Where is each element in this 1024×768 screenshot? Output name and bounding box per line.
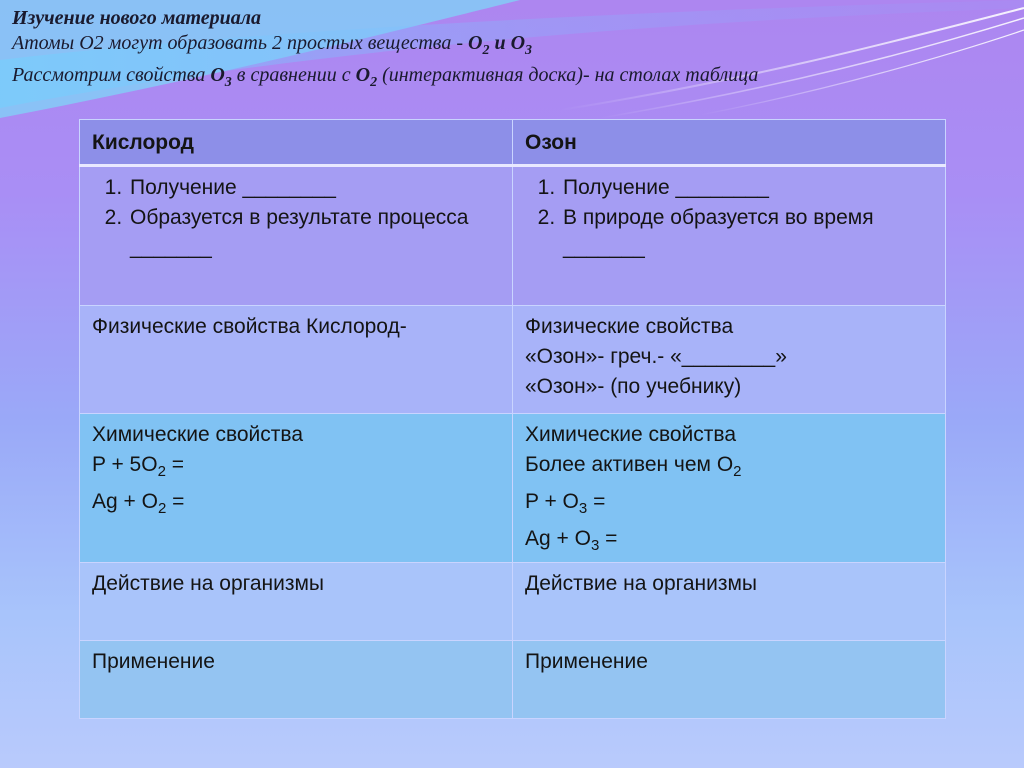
oxygen-formula-silver — [92, 487, 502, 524]
cell-ozone-production — [513, 166, 946, 306]
table-header-row — [80, 120, 946, 166]
formula-part: = — [165, 453, 185, 476]
header-compare-o2-symbol: О — [355, 64, 371, 86]
formula-part: = — [599, 527, 618, 551]
cell-oxygen-physical — [80, 306, 513, 414]
formula-sub: 2 — [733, 463, 742, 481]
ozone-formula-phosphorus — [525, 487, 935, 524]
list-item: 2. Образуется в результате процесса _______ — [128, 203, 502, 263]
slide-title: Изучение нового материала — [12, 7, 261, 29]
formula-sub: 3 — [578, 500, 588, 518]
header-line-compare — [12, 63, 1012, 95]
formula-sub: 3 — [590, 537, 600, 555]
header-o3-sub: 3 — [525, 43, 533, 58]
header-line-atoms-text: Атомы О2 могут образовать 2 простых вещества - — [12, 32, 468, 54]
table-row-application — [80, 640, 946, 718]
oxygen-formula-phosphorus — [92, 450, 502, 487]
ozone-more-active-line — [525, 450, 935, 487]
table-row-effect — [80, 562, 946, 640]
formula-part: Ag + O — [92, 490, 158, 514]
header-o2-symbol: О — [468, 32, 483, 54]
formula-sub: 2 — [157, 500, 167, 518]
list-item: 2. В природе образуется во время _______ — [561, 203, 935, 263]
ozone-textbook-line: «Озон»- (по учебнику) — [525, 375, 742, 398]
header-compare-pre: Рассмотрим свойства — [12, 64, 211, 86]
cell-oxygen-application: Применение — [80, 640, 513, 718]
header-line-atoms — [12, 31, 1012, 63]
cell-ozone-application: Применение — [513, 640, 946, 718]
header-o2 — [468, 32, 533, 58]
cell-ozone-physical — [513, 306, 946, 414]
formula-part: = — [587, 490, 606, 514]
header-compare-o2-sub: 2 — [370, 75, 378, 90]
oxygen-chemical-title: Химические свойства — [92, 423, 304, 446]
formula-sub: 2 — [157, 463, 166, 481]
table-row-physical — [80, 306, 946, 414]
formula-part: P + 5O — [92, 453, 158, 476]
header-compare-o2 — [355, 64, 378, 90]
header-compare-mid: в сравнении с — [231, 64, 356, 86]
formula-part: = — [166, 490, 185, 514]
list-item: 1. Получение ________ — [561, 173, 935, 203]
cell-ozone-chemical — [513, 414, 946, 563]
header-cell-ozone: Озон — [513, 120, 946, 166]
header-compare-o3-sub: 3 — [224, 75, 232, 90]
cell-ozone-effect: Действие на организмы — [513, 562, 946, 640]
slide-header — [12, 6, 1012, 95]
table-row-production — [80, 166, 946, 306]
ozone-chemical-title: Химические свойства — [525, 423, 737, 446]
header-cell-oxygen: Кислород — [80, 120, 513, 166]
ozone-physical-title: Физические свойства — [525, 315, 734, 338]
header-compare-o3-symbol: О — [210, 64, 225, 86]
table-row-chemical — [80, 414, 946, 563]
oxygen-physical-text: Физические свойства Кислород- — [92, 315, 407, 338]
formula-part: Более активен чем O — [525, 453, 734, 476]
header-and: и — [489, 32, 511, 54]
oxygen-production-list — [92, 173, 502, 263]
ozone-formula-silver — [525, 524, 935, 561]
header-compare-o3 — [210, 64, 232, 90]
header-o2-sub: 2 — [482, 43, 490, 58]
cell-oxygen-production — [80, 166, 513, 306]
formula-part: Ag + O — [525, 527, 591, 551]
cell-oxygen-chemical — [80, 414, 513, 563]
ozone-greek-line: «Озон»- греч.- «________» — [525, 345, 787, 368]
formula-part: P + O — [525, 490, 579, 514]
comparison-table — [79, 119, 946, 719]
header-o3-symbol: О — [510, 32, 526, 54]
ozone-production-list — [525, 173, 935, 263]
header-compare-post: (интерактивная доска)- на столах таблица — [377, 64, 759, 86]
cell-oxygen-effect: Действие на организмы — [80, 562, 513, 640]
list-item: 1. Получение ________ — [128, 173, 502, 203]
